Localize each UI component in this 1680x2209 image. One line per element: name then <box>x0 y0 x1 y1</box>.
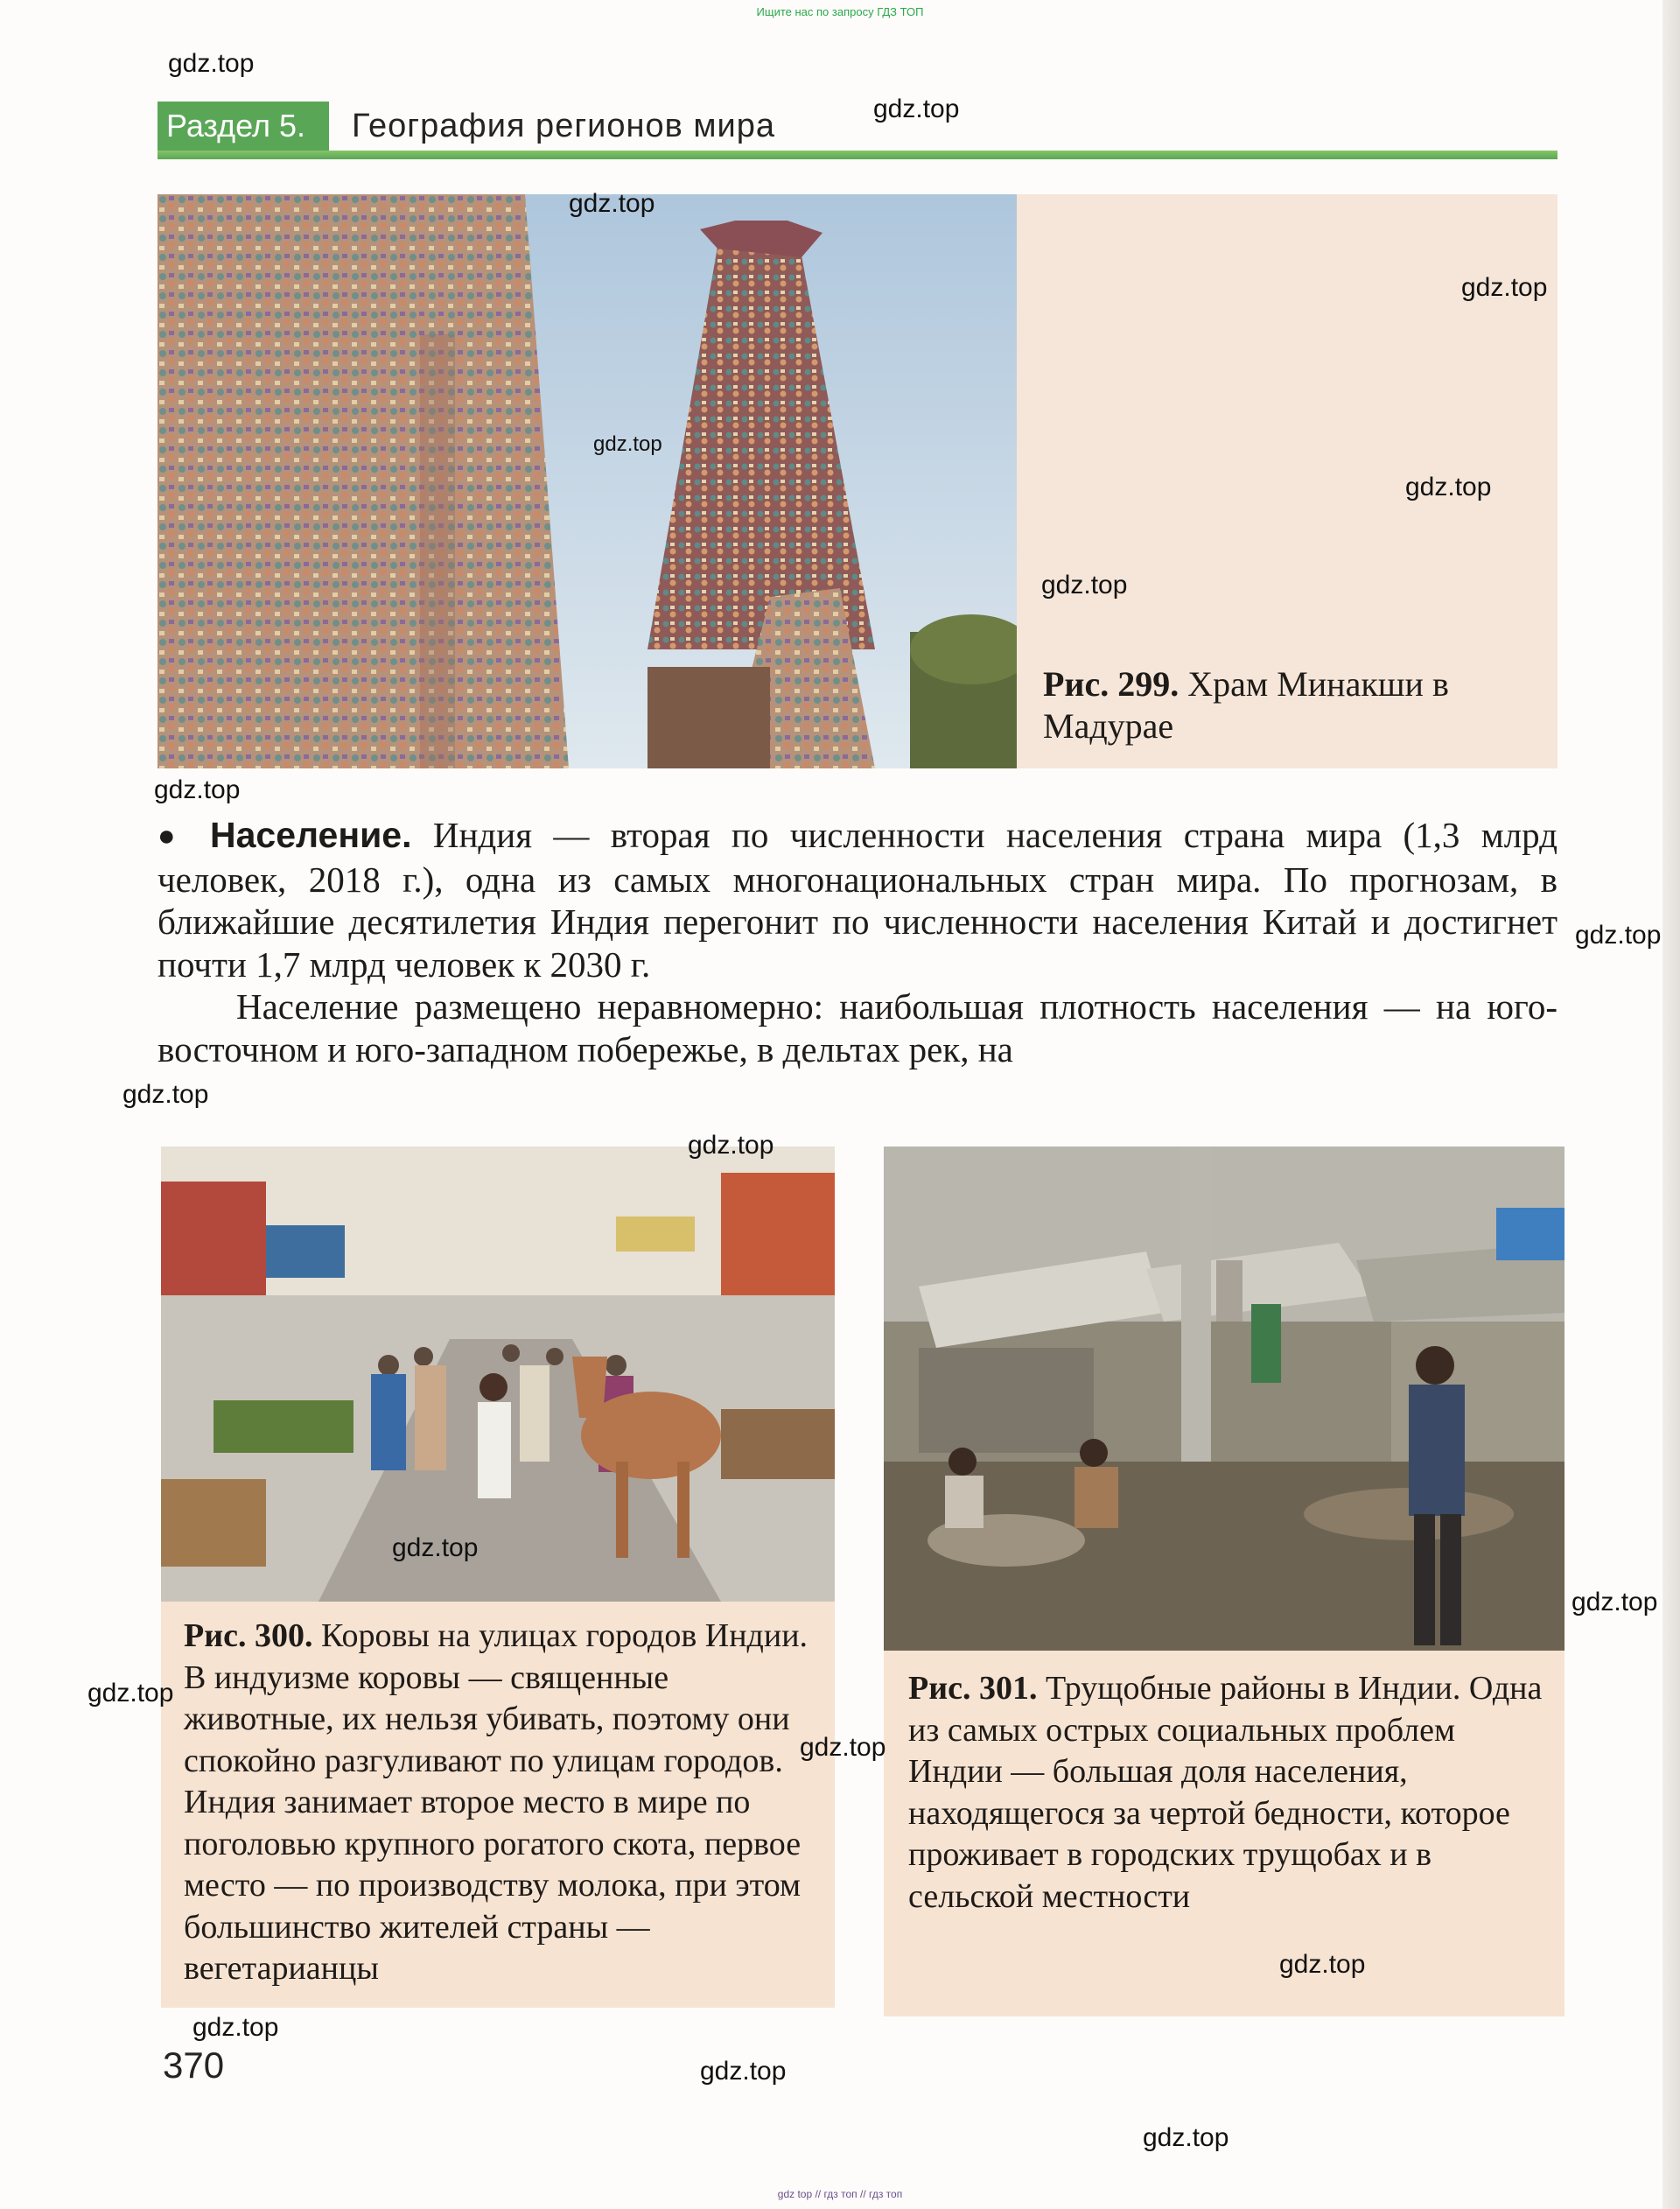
watermark: gdz.top <box>593 432 662 456</box>
figure-301-caption <box>908 1668 1556 1918</box>
watermark: gdz.top <box>122 1080 209 1109</box>
slum-photo <box>884 1147 1564 1651</box>
figure-300-number: Рис. 300. <box>184 1617 313 1654</box>
figure-301 <box>884 1147 1564 2016</box>
figure-300-text: Коровы на улицах городов Индии. В индуизме коровы — священные животные, их нельзя убивать, поэтому они спокойно разгуливают по улицам городов. Индия занимает второе место в мире по поголовью крупного рогатого скота, первое место — по производству молока, при этом большинство жителей страны — вегетарианцы <box>184 1617 808 1987</box>
watermark: gdz.top <box>1041 571 1128 600</box>
paragraph-lead: Население. <box>210 815 412 855</box>
section-header <box>158 98 1558 158</box>
watermark: gdz.top <box>1279 1950 1366 1979</box>
watermark: gdz.top <box>1572 1588 1658 1616</box>
watermark: gdz.top <box>88 1679 174 1708</box>
section-tag: Раздел 5. <box>158 102 329 151</box>
watermark: gdz.top <box>1575 921 1662 950</box>
watermark: gdz.top <box>569 189 655 218</box>
watermark: gdz.top <box>1461 273 1548 302</box>
watermark: gdz.top <box>154 775 241 804</box>
watermark: gdz.top <box>1143 2123 1229 2152</box>
street-cows-photo <box>161 1147 835 1602</box>
watermark: gdz.top <box>800 1733 886 1762</box>
figure-300-caption <box>184 1616 817 1990</box>
paragraph-1-body: Индия — вторая по численности населения страна мира (1,3 млрд человек, 2018 г.), одна из самых многонациональных стран мира. По прогнозам, в ближайшие десятилетия Индия перегонит по численности населения Китай и достигнет почти 1,7 млрд человек к 2030 г. <box>158 815 1558 985</box>
watermark: gdz.top <box>873 95 960 123</box>
page-edge <box>1662 0 1680 2209</box>
figure-299 <box>158 194 1558 768</box>
figure-301-text: Трущобные районы в Индии. Одна из самых острых социальных проблем Индии — большая доля населения, находящегося за чертой бедности, которое проживает в городских трущобах и в сельской местности <box>908 1670 1543 1915</box>
watermark: gdz.top <box>392 1533 479 1562</box>
header-rule <box>158 151 1558 159</box>
figure-301-number: Рис. 301. <box>908 1670 1038 1707</box>
top-notice: Ищите нас по запросу ГДЗ ТОП <box>756 5 924 18</box>
figure-299-text: Храм Минакши в Мадурае <box>1043 664 1449 746</box>
figure-300 <box>161 1147 835 2008</box>
watermark: gdz.top <box>700 2057 787 2086</box>
paragraph-population <box>158 814 1558 985</box>
watermark: gdz.top <box>168 49 255 78</box>
section-title: География регионов мира <box>352 108 776 144</box>
watermark: gdz.top <box>688 1131 774 1160</box>
watermark: gdz.top <box>192 2013 279 2042</box>
paragraph-2: Население размещено неравномерно: наибольшая плотность населения — на юго-восточном и юго-западном побережье, в дельтах рек, на <box>158 986 1558 1069</box>
bullet-icon: ● <box>158 820 176 852</box>
page-number: 370 <box>163 2044 225 2086</box>
figure-299-number: Рис. 299. <box>1043 664 1180 704</box>
main-text <box>158 814 1558 1070</box>
figure-299-caption <box>1043 663 1533 747</box>
temple-photo <box>158 194 1017 768</box>
watermark: gdz.top <box>1405 473 1492 501</box>
footer-text: gdz top // гдз топ // гдз топ <box>777 2188 903 2200</box>
